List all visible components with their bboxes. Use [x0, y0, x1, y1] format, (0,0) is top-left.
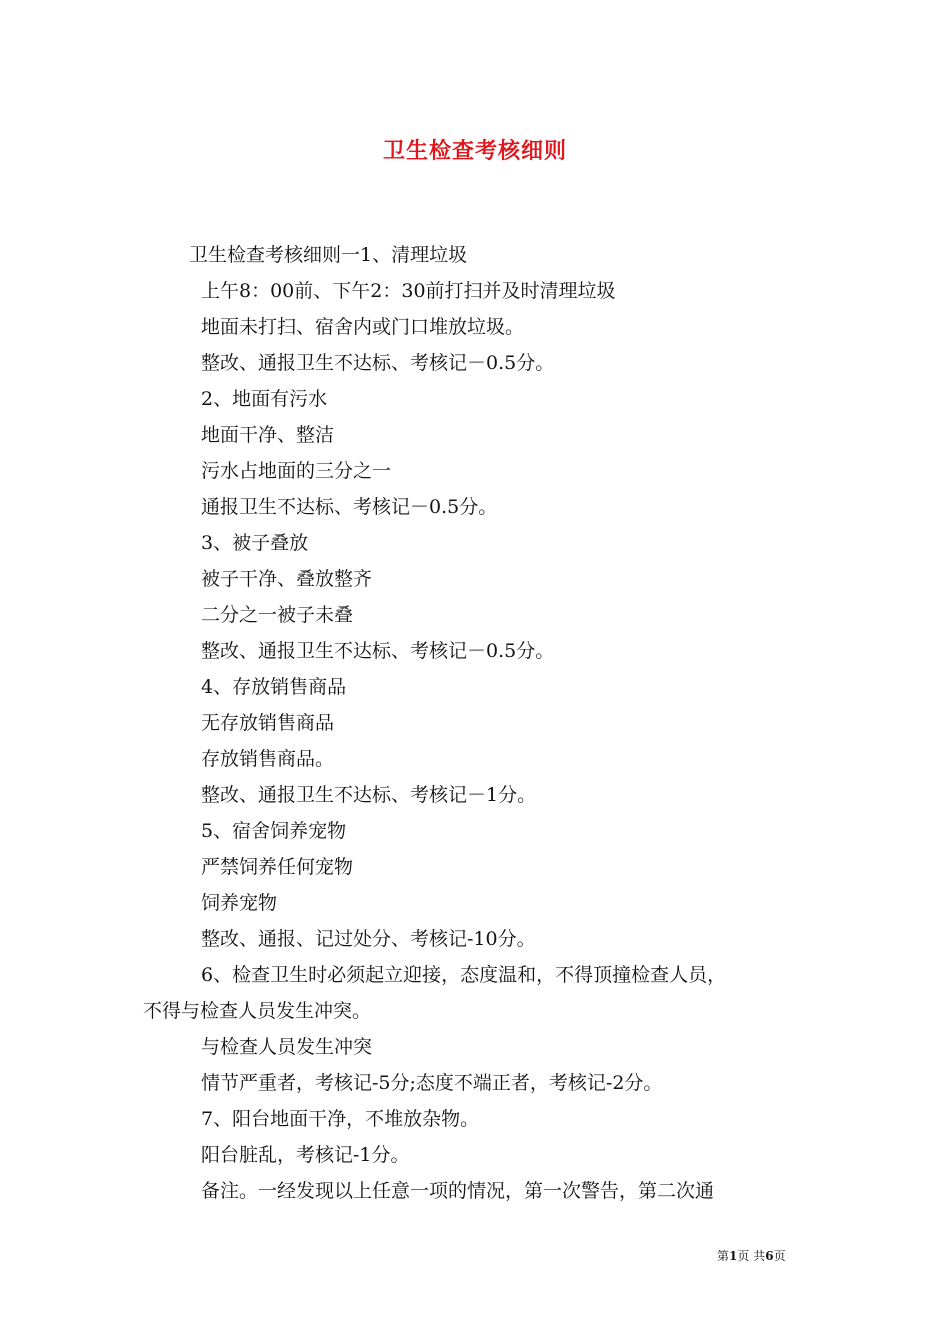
paragraph-line: 整改、通报卫生不达标、考核记－0.5分。: [201, 640, 555, 662]
paragraph-line: 整改、通报、记过处分、考核记-10分。: [201, 928, 536, 950]
paragraph-line: 饲养宠物: [201, 892, 278, 914]
paragraph-line: 不得与检查人员发生冲突。: [143, 1000, 372, 1022]
document-title: 卫生检查考核细则: [382, 138, 567, 164]
paragraph-line: 阳台脏乱，考核记-1分。: [201, 1144, 410, 1166]
paragraph-line: 6、检查卫生时必须起立迎接，态度温和，不得顶撞检查人员，: [201, 964, 727, 986]
paragraph-line: 与检查人员发生冲突: [201, 1036, 373, 1058]
paragraph-line: 整改、通报卫生不达标、考核记－0.5分。: [201, 352, 555, 374]
paragraph-line: 二分之一被子未叠: [201, 604, 354, 626]
paragraph-line: 整改、通报卫生不达标、考核记－1分。: [201, 784, 537, 806]
paragraph-line: 7、阳台地面干净，不堆放杂物。: [201, 1108, 480, 1130]
paragraph-line: 地面未打扫、宿舍内或门口堆放垃圾。: [201, 316, 525, 338]
paragraph-line: 备注。一经发现以上任意一项的情况，第一次警告，第二次通: [201, 1180, 715, 1202]
paragraph-line: 3、被子叠放: [201, 532, 309, 554]
paragraph-line: 2、地面有污水: [201, 388, 328, 410]
footer-total-pages: 6: [765, 1249, 774, 1263]
footer-prefix: 第: [717, 1249, 730, 1263]
paragraph-line: 卫生检查考核细则一1、清理垃圾: [189, 244, 468, 266]
paragraph-line: 通报卫生不达标、考核记－0.5分。: [201, 496, 498, 518]
paragraph-line: 地面干净、整洁: [201, 424, 335, 446]
paragraph-line: 情节严重者，考核记-5分;态度不端正者，考核记-2分。: [201, 1072, 663, 1094]
paragraph-line: 污水占地面的三分之一: [201, 460, 392, 482]
footer-middle: 页 共: [737, 1249, 766, 1263]
paragraph-line: 4、存放销售商品: [201, 676, 347, 698]
paragraph-line: 5、宿舍饲养宠物: [201, 820, 347, 842]
footer-current-page: 1: [729, 1249, 738, 1263]
paragraph-line: 上午8：00前、下午2：30前打扫并及时清理垃圾: [201, 280, 616, 302]
page-footer: [717, 1247, 786, 1264]
paragraph-line: 被子干净、叠放整齐: [201, 568, 373, 590]
paragraph-line: 无存放销售商品: [201, 712, 335, 734]
paragraph-line: 严禁饲养任何宠物: [201, 856, 354, 878]
footer-suffix: 页: [773, 1249, 786, 1263]
paragraph-line: 存放销售商品。: [201, 748, 335, 770]
